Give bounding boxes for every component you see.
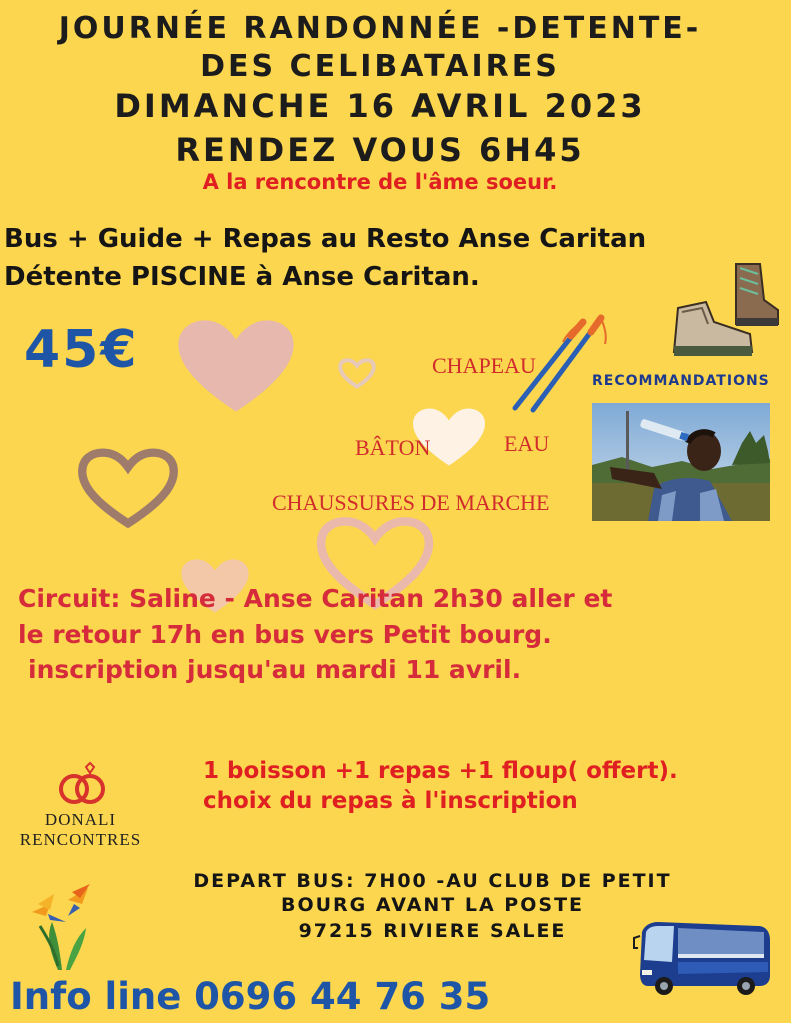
brand-name [8, 810, 153, 849]
info-line-phone[interactable]: Info line 0696 44 76 35 [10, 975, 491, 1018]
title-line-1: JOURNÉE RANDONNÉE -DETENTE- [58, 11, 702, 46]
meal-line-1: 1 boisson +1 repas +1 floup( offert). [203, 758, 678, 784]
hat-label: CHAPEAU [432, 353, 536, 378]
tagline: A la rencontre de l'âme soeur. [202, 170, 558, 194]
brand-line-1: DONALI [44, 810, 117, 829]
offer-line-1: Bus + Guide + Repas au Resto Anse Caritan [4, 224, 647, 254]
circuit-line-2: le retour 17h en bus vers Petit bourg. [18, 620, 552, 649]
wedding-rings-icon [54, 757, 110, 807]
hiking-boots-icon [670, 260, 782, 362]
departure-line-3: 97215 RIVIERE SALEE [298, 920, 567, 942]
bus-icon [634, 918, 772, 998]
water-label: EAU [504, 431, 550, 456]
offer-line-2: Détente PISCINE à Anse Caritan. [4, 262, 480, 292]
drinking-water-photo [592, 403, 770, 521]
departure-line-1: DEPART BUS: 7H00 -AU CLUB DE PETIT [193, 870, 672, 892]
meal-line-2: choix du repas à l'inscription [203, 788, 578, 814]
circuit-line-1: Circuit: Saline - Anse Caritan 2h30 aller et [18, 584, 613, 613]
recommendations-title: RECOMMANDATIONS [592, 373, 770, 389]
small-heart-icon [337, 357, 377, 389]
date-line: DIMANCHE 16 AVRIL 2023 [114, 87, 646, 125]
title-line-2: DES CELIBATAIRES [200, 49, 560, 84]
bird-of-paradise-flower-icon [28, 882, 96, 972]
meeting-time: RENDEZ VOUS 6H45 [175, 131, 585, 169]
brand-line-2: RENCONTRES [19, 829, 142, 849]
price: 45€ [24, 320, 139, 380]
registration-deadline: inscription jusqu'au mardi 11 avril. [28, 655, 522, 684]
shoes-label: CHAUSSURES DE MARCHE [272, 490, 550, 515]
outline-heart-icon [76, 446, 180, 530]
departure-line-2: BOURG AVANT LA POSTE [280, 894, 585, 916]
hiking-poles-icon [505, 310, 615, 415]
heart-icon [175, 318, 297, 414]
stick-label: BÂTON [355, 435, 431, 460]
